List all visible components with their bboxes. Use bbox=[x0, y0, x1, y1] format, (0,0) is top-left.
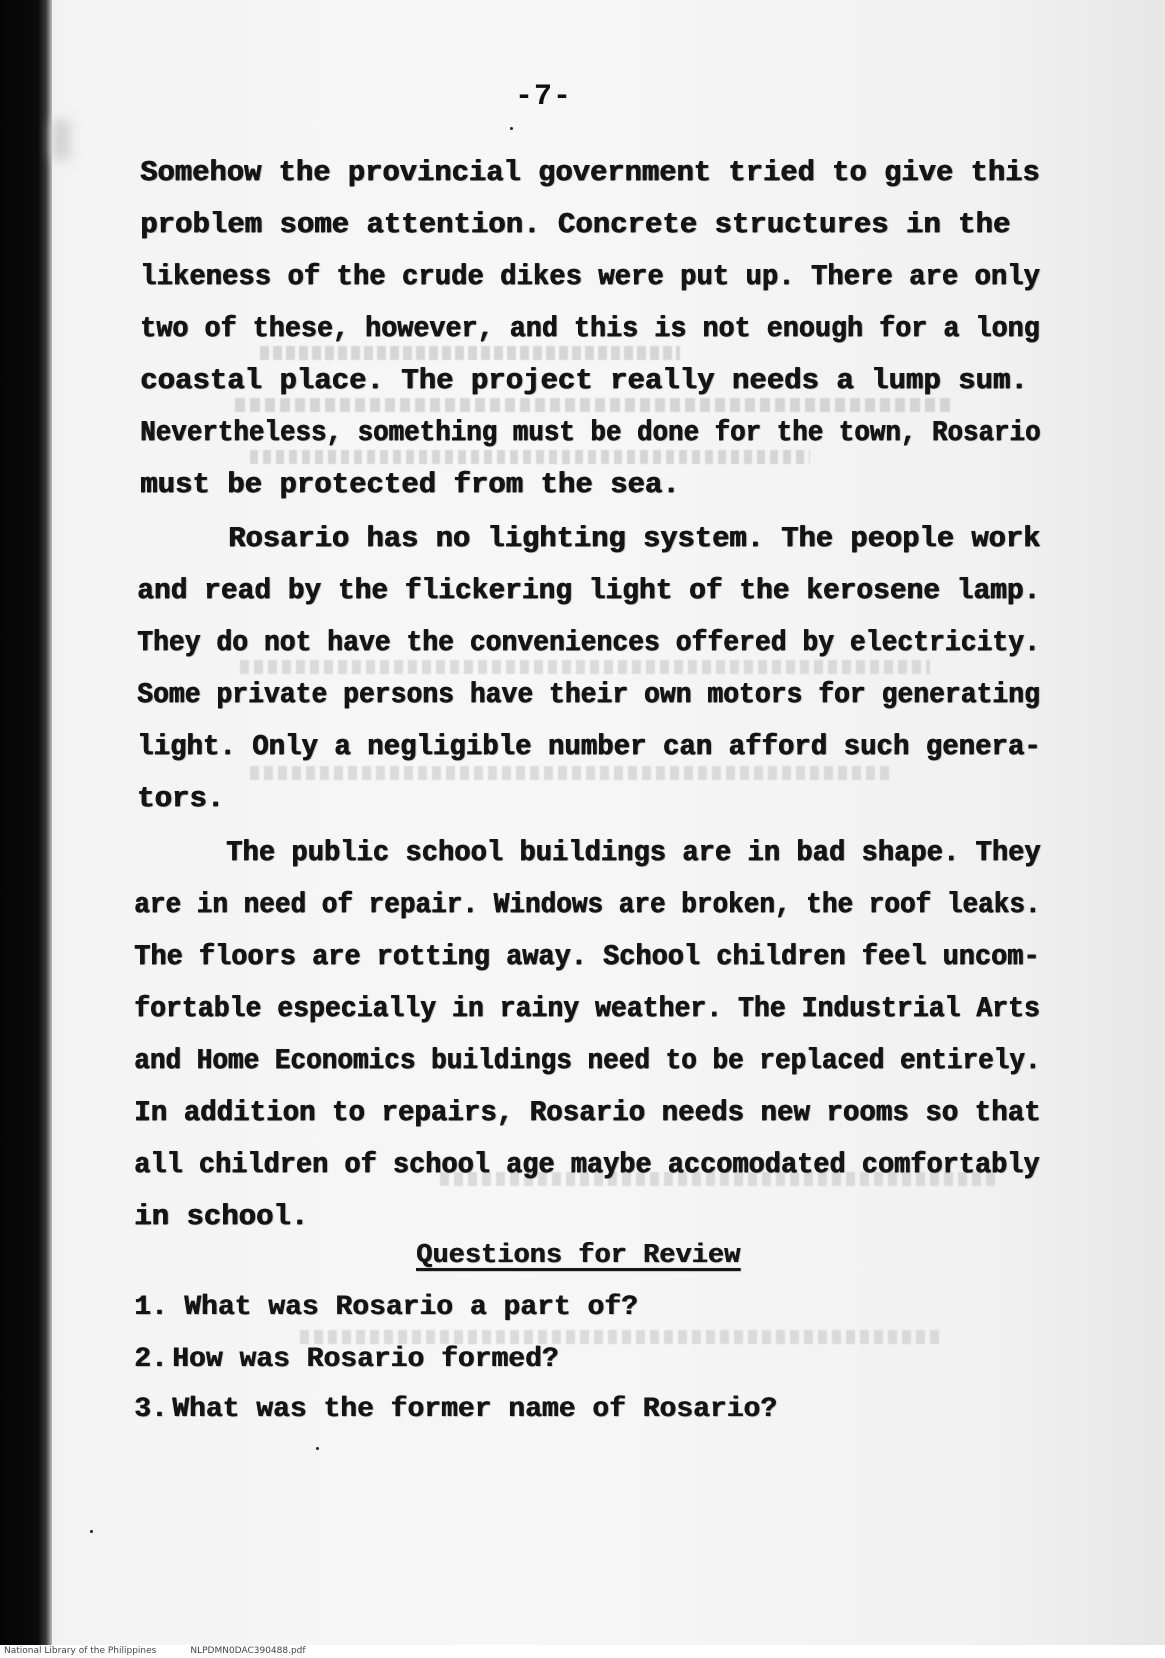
bleed-through-mark bbox=[250, 766, 890, 780]
paragraph-2-line-2: and read by the flickering light of the kerosene lamp. bbox=[137, 574, 1041, 607]
bleed-through-mark bbox=[240, 660, 930, 674]
paragraph-2-line-4: Some private persons have their own motors for generating bbox=[137, 678, 1040, 711]
paragraph-1-line-2: problem some attention. Concrete structures in the bbox=[140, 208, 1011, 241]
question-text: How was Rosario formed? bbox=[172, 1344, 559, 1375]
bleed-through-mark bbox=[300, 1330, 940, 1344]
paragraph-1-line-5: coastal place. The project really needs a lump sum. bbox=[140, 364, 1028, 397]
review-question-1 bbox=[134, 1292, 638, 1323]
review-question-2 bbox=[134, 1344, 558, 1375]
question-number: 1. bbox=[134, 1292, 168, 1323]
bleed-through-mark bbox=[235, 398, 955, 412]
paragraph-1-line-6: Nevertheless, something must be done for the town, Rosario bbox=[140, 416, 1041, 449]
question-text: What was the former name of Rosario? bbox=[172, 1394, 777, 1425]
paragraph-3-line-8: in school. bbox=[134, 1200, 309, 1233]
bleed-through-mark bbox=[250, 450, 810, 464]
paragraph-3-line-2: are in need of repair. Windows are broken, the roof leaks. bbox=[134, 888, 1041, 921]
paragraph-1-line-7: must be protected from the sea. bbox=[140, 468, 680, 501]
paragraph-2-line-1: Rosario has no lighting system. The people work bbox=[228, 522, 1041, 555]
binding-edge-shadow bbox=[0, 0, 52, 1658]
paragraph-3-line-1: The public school buildings are in bad shape. They bbox=[226, 836, 1041, 869]
question-number: 2. bbox=[134, 1344, 168, 1375]
question-number: 3. bbox=[134, 1394, 168, 1425]
paragraph-2-line-6: tors. bbox=[137, 782, 225, 815]
scan-speck bbox=[316, 1447, 319, 1450]
paragraph-1-line-1: Somehow the provincial government tried to give this bbox=[140, 156, 1040, 189]
footer-file-name: NLPDMN0DAC390488.pdf bbox=[190, 1646, 306, 1656]
paragraph-3-line-6: In addition to repairs, Rosario needs new rooms so that bbox=[134, 1096, 1041, 1129]
scan-smudge bbox=[52, 120, 70, 160]
footer-institution: National Library of the Philippines bbox=[4, 1646, 157, 1656]
footer-watermark bbox=[0, 1645, 1165, 1658]
paragraph-3-line-5: and Home Economics buildings need to be replaced entirely. bbox=[134, 1044, 1041, 1077]
paragraph-1-line-4: two of these, however, and this is not enough for a long bbox=[140, 312, 1040, 345]
review-question-3 bbox=[134, 1394, 777, 1425]
paragraph-3-line-7: all children of school age maybe accomodated comfortably bbox=[134, 1148, 1040, 1181]
scan-speck bbox=[510, 127, 513, 130]
page-number: -7- bbox=[515, 80, 573, 114]
paragraph-3-line-3: The floors are rotting away. School children feel uncom- bbox=[134, 940, 1040, 973]
bleed-through-mark bbox=[260, 346, 680, 360]
question-text: What was Rosario a part of? bbox=[184, 1292, 638, 1323]
review-heading: Questions for Review bbox=[416, 1241, 741, 1271]
paragraph-2-line-5: light. Only a negligible number can afford such genera- bbox=[137, 730, 1041, 763]
paragraph-2-line-3: They do not have the conveniences offered by electricity. bbox=[137, 626, 1040, 659]
paragraph-3-line-4: fortable especially in rainy weather. The Industrial Arts bbox=[134, 992, 1040, 1025]
scan-speck bbox=[90, 1530, 93, 1533]
paragraph-1-line-3: likeness of the crude dikes were put up. There are only bbox=[140, 260, 1040, 293]
